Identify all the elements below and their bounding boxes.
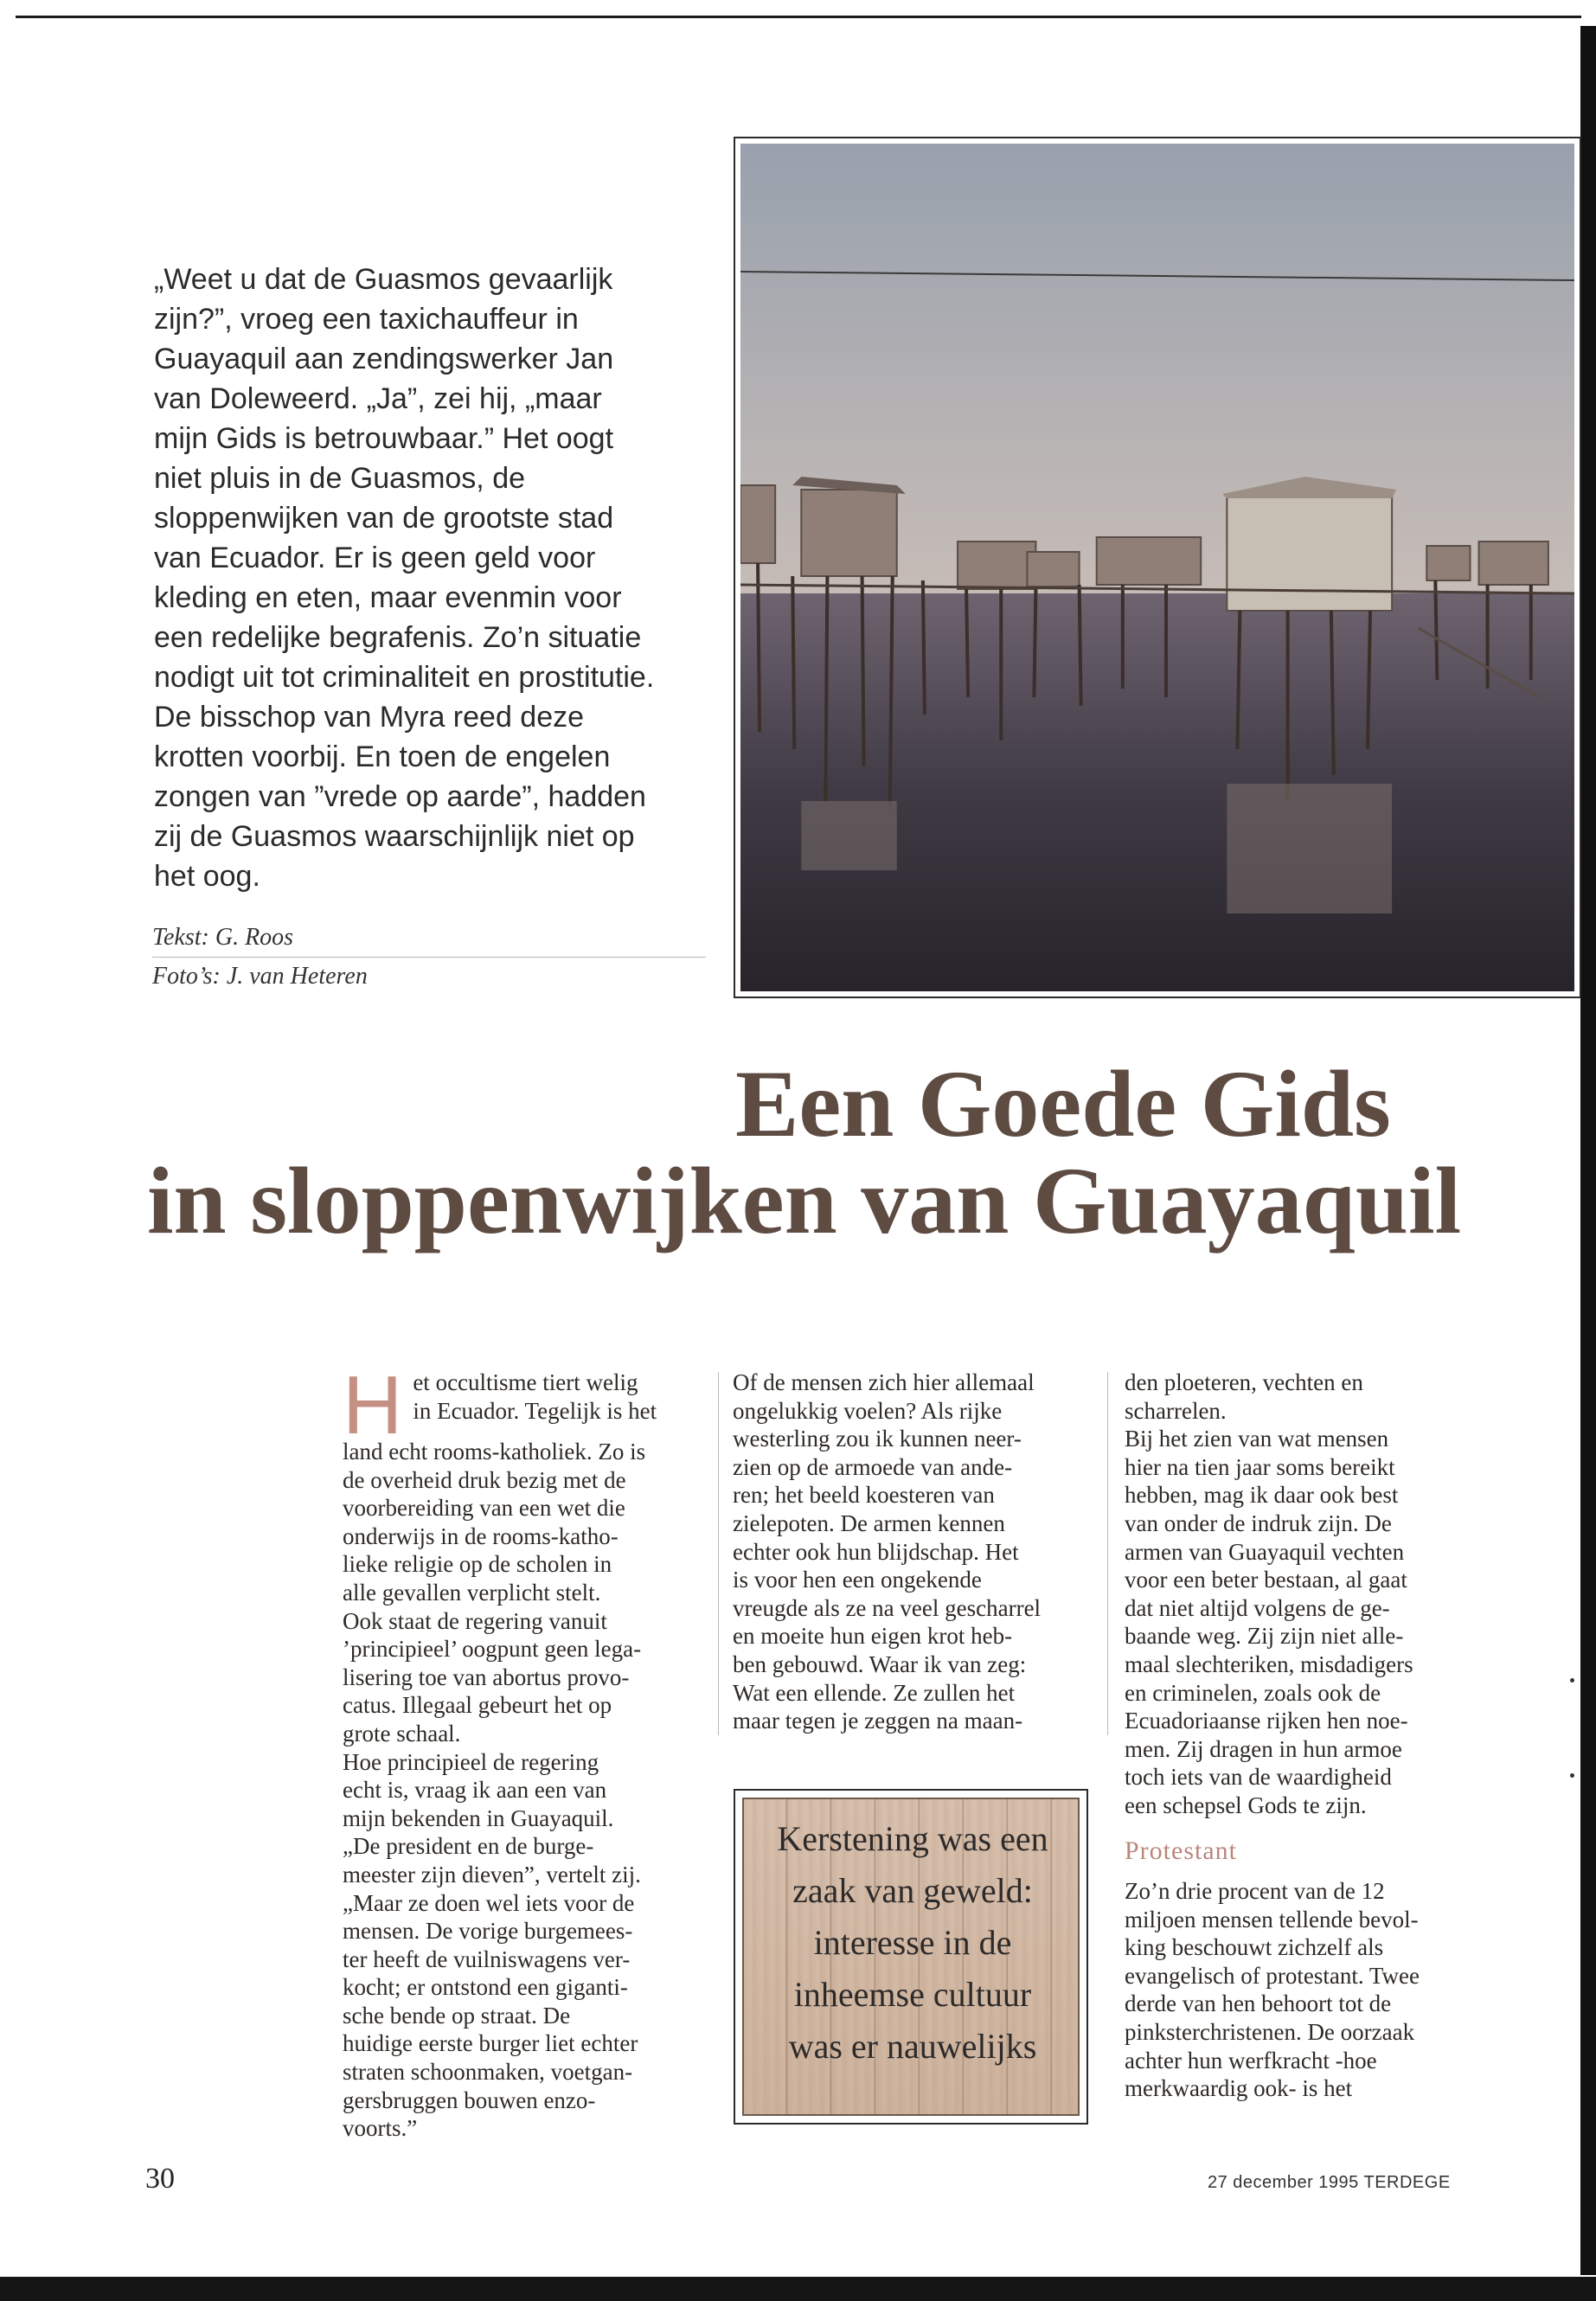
intro-line: van Ecuador. Er is geen geld voor [154,542,596,574]
text-line: meester zijn dieven”, vertelt zij. [343,1861,641,1888]
text-line: de overheid druk bezig met de [343,1466,626,1493]
text-line: zien op de armoede van ande- [733,1453,1013,1480]
article-column-2 [733,1368,1093,1735]
text-line: hebben, mag ik daar ook best [1125,1482,1399,1509]
text-line: mijn bekenden in Guayaquil. [343,1804,614,1831]
text-line: „De president en de burge- [343,1833,594,1860]
scan-speck [1570,1773,1574,1778]
text-line: derde van hen behoort tot de [1125,1990,1392,2017]
scan-speck [1570,1678,1574,1682]
text-line: Ook staat de regering vanuit [343,1607,607,1634]
article-headline [147,1051,1497,1253]
intro-paragraph [154,260,708,896]
text-line: den ploeteren, vechten en [1125,1369,1363,1395]
intro-line: sloppenwijken van de grootste stad [154,502,614,535]
text-line: in Ecuador. Tegelijk is het [413,1397,657,1424]
pull-quote-line: inheemse cultuur [793,1975,1032,2014]
text-line: lisering toe van abortus provo- [343,1663,630,1690]
text-line: westerling zou ik kunnen neer- [733,1426,1022,1452]
column-divider [1107,1372,1108,1735]
intro-line: Guayaquil aan zendingswerker Jan [154,343,614,375]
intro-line: krotten voorbij. En toen de engelen [154,740,611,773]
pull-quote-line: interesse in de [813,1923,1012,1962]
text-line: land echt rooms-katholiek. Zo is [343,1439,646,1465]
text-line: Hoe principieel de regering [343,1748,599,1775]
intro-line: van Doleweerd. „Ja”, zei hij, „maar [154,382,602,415]
text-line: Wat een ellende. Ze zullen het [733,1679,1016,1706]
intro-line: mijn Gids is betrouwbaar.” Het oogt [154,422,614,455]
text-line: ren; het beeld koesteren van [733,1482,995,1509]
article-column-3 [1125,1368,1488,2103]
text-line: voorbereiding van een wet die [343,1495,625,1522]
text-line: echter ook hun blijdschap. Het [733,1538,1019,1565]
text-line: echt is, vraag ik aan een van [343,1777,607,1804]
text-line: miljoen mensen tellende bevol- [1125,1906,1419,1932]
text-line: kocht; er ontstond een giganti- [343,1974,628,2001]
text-line: ben gebouwd. Waar ik van zeg: [733,1650,1027,1677]
intro-line: nodigt uit tot criminaliteit en prostitutie. [154,661,655,694]
text-line: men. Zij dragen in hun armoe [1125,1735,1402,1762]
text-line: grote schaal. [343,1720,461,1747]
drop-cap: H [343,1359,403,1452]
text-line: Ecuadoriaanse rijken hen noe- [1125,1708,1408,1734]
column-divider [718,1372,719,1735]
text-line: baande weg. Zij zijn niet alle- [1125,1623,1404,1650]
article-column-1 [343,1359,706,2143]
headline-line-2: in sloppenwijken van Guayaquil [147,1148,1462,1253]
headline-line-1: Een Goede Gids [735,1051,1391,1157]
text-line: voor een beter bestaan, al gaat [1125,1567,1407,1593]
intro-line: zijn?”, vroeg een taxichauffeur in [154,303,579,336]
credit-photos: Foto’s: J. van Heteren [152,963,368,990]
intro-line: het oog. [154,860,260,893]
text-line: pinksterchristenen. De oorzaak [1125,2019,1415,2046]
intro-line: De bisschop van Myra reed deze [154,701,585,734]
intro-line: zongen van ”vrede op aarde”, hadden [154,780,646,813]
intro-line: niet pluis in de Guasmos, de [154,462,526,495]
intro-line: kleding en eten, maar evenmin voor [154,581,622,614]
text-line: voorts.” [343,2115,418,2142]
credit-text: Tekst: G. Roos [152,924,294,951]
text-line: gersbruggen bouwen enzo- [343,2086,596,2113]
intro-line: zij de Guasmos waarschijnlijk niet op [154,820,635,853]
text-line: hier na tien jaar soms bereikt [1125,1453,1395,1480]
text-line: maar tegen je zeggen na maan- [733,1708,1023,1734]
text-line: armen van Guayaquil vechten [1125,1538,1405,1565]
text-line: merkwaardig ook- is het [1125,2075,1353,2102]
text-line: ter heeft de vuilniswagens ver- [343,1945,631,1972]
stilt-houses-photo [740,144,1574,991]
text-line: van onder de indruk zijn. De [1125,1509,1392,1536]
text-line: en moeite hun eigen krot heb- [733,1623,1013,1650]
text-line: zielepoten. De armen kennen [733,1509,1005,1536]
text-line: sche bende op straat. De [343,2002,571,2029]
text-line: mensen. De vorige burgemees- [343,1918,633,1945]
text-line: alle gevallen verplicht stelt. [343,1579,601,1606]
text-line: vreugde als ze na veel gescharrel [733,1594,1042,1621]
issue-date: 27 december 1995 TERDEGE [1208,2173,1451,2192]
pull-quote-line: zaak van geweld: [792,1871,1033,1910]
top-rule [16,16,1581,18]
text-line: huidige eerste burger liet echter [343,2030,638,2057]
text-line: en criminelen, zoals ook de [1125,1679,1381,1706]
text-line: scharrelen. [1125,1397,1227,1424]
text-line: ’principieel’ oogpunt geen lega- [343,1636,642,1663]
pull-quote-frame [734,1789,1088,2125]
scan-edge-right [1580,26,1596,2275]
intro-line: „Weet u dat de Guasmos gevaarlijk [154,263,613,296]
text-line: evangelisch of protestant. Twee [1125,1962,1420,1989]
text-line: Bij het zien van wat mensen [1125,1426,1389,1452]
text-line: onderwijs in de rooms-katho- [343,1522,619,1549]
text-line: achter hun werfkracht -hoe [1125,2047,1377,2073]
text-line: Of de mensen zich hier allemaal [733,1369,1035,1395]
page-number: 30 [145,2163,175,2195]
text-line: ongelukkig voelen? Als rijke [733,1397,1003,1424]
intro-line: een redelijke begrafenis. Zo’n situatie [154,621,642,654]
subheading: Protestant [1125,1836,1237,1865]
text-line: „Maar ze doen wel iets voor de [343,1889,635,1916]
text-line: king beschouwt zichzelf als [1125,1934,1384,1961]
text-line: straten schoonmaken, voetgan- [343,2059,633,2086]
text-line: lieke religie op de scholen in [343,1551,612,1578]
pull-quote [742,1798,1080,2116]
text-line: is voor hen een ongekende [733,1567,982,1593]
pull-quote-text [758,1813,1067,2073]
text-line: een schepsel Gods te zijn. [1125,1791,1367,1818]
text-line: toch iets van de waardigheid [1125,1764,1392,1791]
text-line: catus. Illegaal gebeurt het op [343,1692,612,1719]
text-line: et occultisme tiert welig [413,1369,638,1395]
credits [152,919,706,996]
pull-quote-line: was er nauwelijks [788,2027,1037,2066]
text-line: Zo’n drie procent van de 12 [1125,1878,1385,1905]
text-line: maal slechteriken, misdadigers [1125,1650,1413,1677]
photo-frame [734,137,1581,998]
text-line: dat niet altijd volgens de ge- [1125,1594,1390,1621]
pull-quote-line: Kerstening was een [777,1819,1048,1858]
scan-edge-bottom [0,2277,1596,2301]
